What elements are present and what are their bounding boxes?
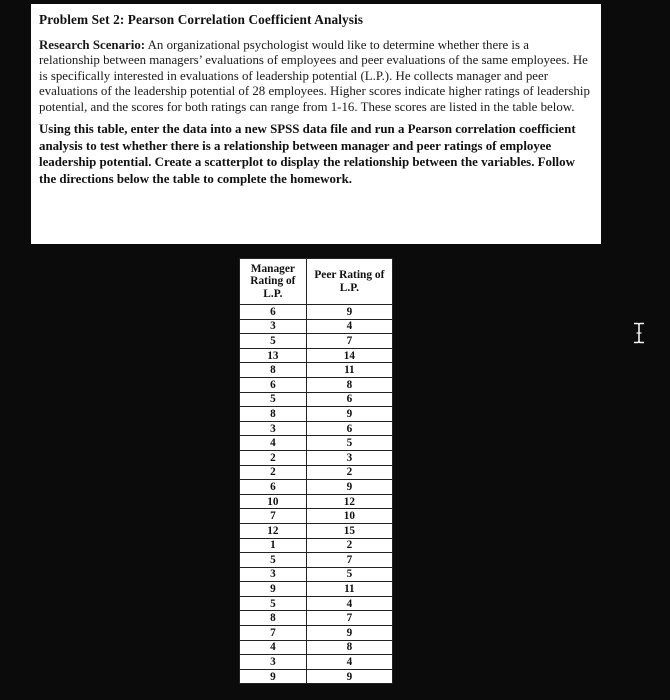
peer-rating-cell: 5	[306, 567, 392, 582]
table-row	[240, 363, 393, 378]
peer-rating-cell: 9	[306, 407, 392, 422]
table-row	[240, 334, 393, 349]
peer-rating-cell: 2	[306, 465, 392, 480]
table-row	[240, 305, 393, 320]
manager-rating-cell: 1	[240, 538, 307, 553]
ratings-table	[239, 258, 393, 684]
manager-rating-cell: 3	[240, 319, 307, 334]
peer-rating-cell: 11	[306, 582, 392, 597]
table-row	[240, 567, 393, 582]
table-row	[240, 626, 393, 641]
manager-rating-cell: 3	[240, 567, 307, 582]
table-row	[240, 582, 393, 597]
peer-rating-cell: 7	[306, 334, 392, 349]
manager-rating-cell: 5	[240, 334, 307, 349]
peer-rating-cell: 3	[306, 450, 392, 465]
peer-rating-cell: 7	[306, 611, 392, 626]
manager-rating-cell: 6	[240, 480, 307, 495]
table-row	[240, 407, 393, 422]
table-row	[240, 509, 393, 524]
manager-rating-cell: 7	[240, 626, 307, 641]
table-row	[240, 553, 393, 568]
table-row	[240, 392, 393, 407]
table-row	[240, 669, 393, 684]
peer-rating-cell: 8	[306, 640, 392, 655]
peer-rating-cell: 8	[306, 377, 392, 392]
table-body	[240, 305, 393, 684]
peer-rating-cell: 6	[306, 421, 392, 436]
manager-rating-cell: 9	[240, 582, 307, 597]
peer-rating-cell: 9	[306, 305, 392, 320]
peer-rating-cell: 7	[306, 553, 392, 568]
manager-rating-cell: 5	[240, 596, 307, 611]
table-row	[240, 538, 393, 553]
manager-rating-cell: 7	[240, 509, 307, 524]
manager-rating-cell: 5	[240, 392, 307, 407]
table-row	[240, 319, 393, 334]
table-row	[240, 465, 393, 480]
peer-rating-cell: 12	[306, 494, 392, 509]
table-header-row	[240, 259, 393, 305]
peer-rating-cell: 2	[306, 538, 392, 553]
table-row	[240, 494, 393, 509]
peer-rating-cell: 9	[306, 669, 392, 684]
data-table-container	[239, 258, 393, 684]
manager-rating-cell: 5	[240, 553, 307, 568]
table-row	[240, 436, 393, 451]
peer-rating-cell: 4	[306, 319, 392, 334]
problem-title: Problem Set 2: Pearson Correlation Coefficient Analysis	[39, 12, 364, 27]
manager-rating-cell: 2	[240, 450, 307, 465]
peer-rating-cell: 11	[306, 363, 392, 378]
manager-rating-cell: 10	[240, 494, 307, 509]
research-scenario	[39, 38, 593, 115]
table-row	[240, 596, 393, 611]
peer-rating-cell: 6	[306, 392, 392, 407]
manager-rating-cell: 6	[240, 305, 307, 320]
manager-rating-cell: 2	[240, 465, 307, 480]
peer-rating-cell: 10	[306, 509, 392, 524]
table-row	[240, 611, 393, 626]
header-manager-rating: Manager Rating of L.P.	[240, 259, 307, 305]
problem-sheet	[31, 4, 601, 244]
table-row	[240, 377, 393, 392]
table-row	[240, 655, 393, 670]
table-row	[240, 523, 393, 538]
manager-rating-cell: 4	[240, 640, 307, 655]
peer-rating-cell: 4	[306, 596, 392, 611]
manager-rating-cell: 13	[240, 348, 307, 363]
text-cursor-icon	[632, 322, 646, 344]
manager-rating-cell: 8	[240, 363, 307, 378]
manager-rating-cell: 3	[240, 655, 307, 670]
peer-rating-cell: 15	[306, 523, 392, 538]
table-row	[240, 640, 393, 655]
directions: Using this table, enter the data into a new SPSS data file and run a Pearson correlation coefficient analysis to test whether there is a relationship between manager and peer ratings of employee leadership potential. Create a scatterplot to display the relationship between the variables. Follow the directions below the table to complete the homework.	[39, 122, 576, 186]
peer-rating-cell: 4	[306, 655, 392, 670]
manager-rating-cell: 8	[240, 407, 307, 422]
peer-rating-cell: 5	[306, 436, 392, 451]
peer-rating-cell: 9	[306, 480, 392, 495]
table-row	[240, 450, 393, 465]
header-peer-rating: Peer Rating of L.P.	[306, 259, 392, 305]
manager-rating-cell: 9	[240, 669, 307, 684]
manager-rating-cell: 4	[240, 436, 307, 451]
scenario-lead: Research Scenario:	[39, 38, 146, 52]
table-row	[240, 480, 393, 495]
peer-rating-cell: 9	[306, 626, 392, 641]
manager-rating-cell: 8	[240, 611, 307, 626]
scenario-text: An organizational psychologist would like to determine whether there is a relationship between managers’ evaluations of employees and peer evaluations of the same employees. He is specifically interested in evaluations of leadership potential (L.P.). He collects manager and peer evaluations of the leadership potential of 28 employees. Higher scores indicate higher ratings of leadership potential, and the scores for both ratings can range from 1-16. These scores are listed in the table below.	[39, 38, 590, 114]
manager-rating-cell: 6	[240, 377, 307, 392]
manager-rating-cell: 3	[240, 421, 307, 436]
manager-rating-cell: 12	[240, 523, 307, 538]
table-row	[240, 421, 393, 436]
table-row	[240, 348, 393, 363]
peer-rating-cell: 14	[306, 348, 392, 363]
